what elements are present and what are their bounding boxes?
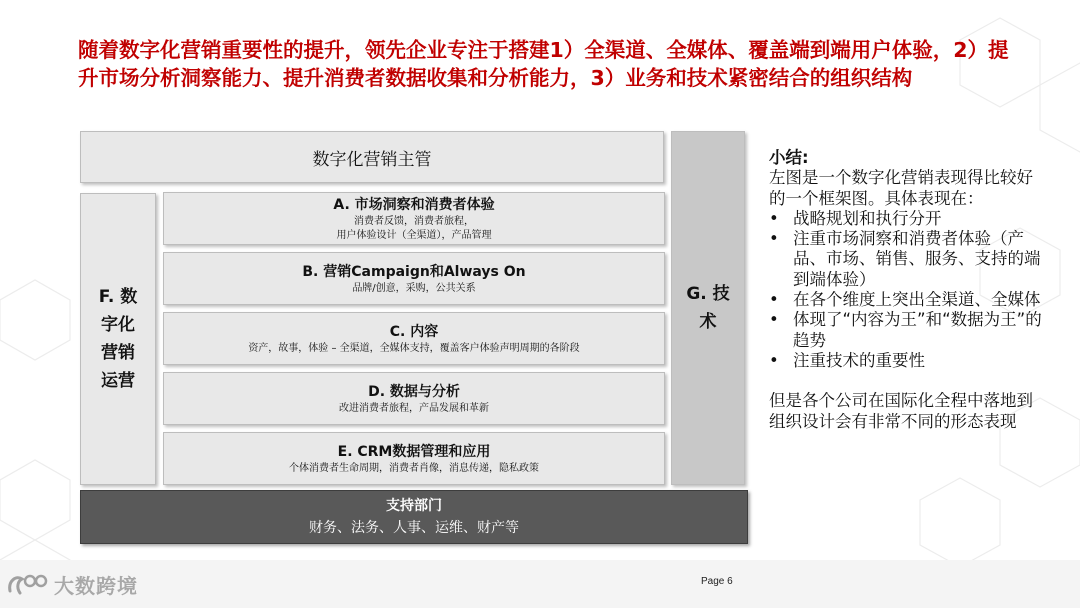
operations-label-line: 运营 — [101, 371, 135, 391]
bullet-dot-icon: • — [769, 208, 779, 228]
section-detail: 资产，故事，体验 – 全渠道，全媒体支持，覆盖客户体验声明周期的各阶段 — [248, 342, 580, 354]
section-b-marketing-campaign — [163, 252, 665, 305]
section-heading: B. 营销Campaign和Always On — [302, 263, 526, 280]
page-number: Page 6 — [701, 576, 733, 587]
summary-title: 小结: — [769, 148, 809, 167]
section-detail: 改进消费者旅程，产品发展和革新 — [339, 402, 489, 414]
digital-marketing-head-box — [80, 131, 664, 183]
section-d-data-analysis — [163, 372, 665, 425]
summary-closing: 但是各个公司在国际化全程中落地到组织设计会有非常不同的形态表现 — [769, 391, 1033, 431]
digital-marketing-head-label: 数字化营销主管 — [312, 149, 432, 170]
digital-marketing-operations-box — [80, 193, 156, 485]
slide-title: 随着数字化营销重要性的提升，领先企业专注于搭建1）全渠道、全媒体、覆盖端到端用户体验，2）提升市场分析洞察能力、提升消费者数据收集和分析能力，3）业务和技术紧密结合的组织结构 — [78, 38, 1009, 90]
summary-bullet — [769, 310, 1049, 351]
section-a-market-insight — [163, 192, 665, 245]
technology-box — [671, 131, 745, 485]
summary-bullet-text: 注重市场洞察和消费者体验（产品、市场、销售、服务、支持的端到端体验） — [793, 229, 1041, 289]
section-heading: C. 内容 — [389, 323, 439, 340]
summary-bullet-text: 注重技术的重要性 — [793, 350, 925, 370]
summary-bullet-text: 在各个维度上突出全渠道、全媒体 — [793, 290, 1041, 310]
bullet-dot-icon: • — [769, 350, 779, 370]
bullet-dot-icon: • — [769, 310, 779, 330]
section-heading: D. 数据与分析 — [368, 383, 460, 400]
section-detail: 品牌/创意，采购，公共关系 — [352, 282, 476, 294]
technology-label-line: G. 技 — [686, 284, 730, 304]
section-detail: 个体消费者生命周期，消费者肖像，消息传递，隐私政策 — [289, 462, 539, 474]
logo-mark-icon — [6, 569, 50, 599]
summary-bullet — [769, 229, 1049, 290]
operations-label-line: 字化 — [101, 315, 135, 335]
section-detail: 用户体验设计（全渠道），产品管理 — [336, 229, 492, 241]
operations-label-line: F. 数 — [98, 287, 138, 307]
summary-bullet-text: 战略规划和执行分开 — [793, 208, 942, 228]
operations-label-line: 营销 — [101, 343, 135, 363]
bullet-dot-icon: • — [769, 229, 779, 249]
summary-bullet — [769, 209, 1049, 229]
section-detail: 消费者反馈，消费者旅程， — [354, 215, 474, 227]
support-heading: 支持部门 — [386, 498, 442, 514]
support-detail: 财务、法务、人事、运维、财产等 — [309, 520, 519, 536]
bullet-dot-icon: • — [769, 290, 779, 310]
support-departments-box — [80, 490, 748, 544]
summary-panel — [769, 148, 1049, 432]
technology-label-line: 术 — [699, 312, 717, 332]
summary-bullet — [769, 290, 1049, 310]
section-c-content — [163, 312, 665, 365]
summary-bullet-list — [769, 209, 1049, 371]
summary-intro: 左图是一个数字化营销表现得比较好的一个框架图。具体表现在： — [769, 168, 1033, 208]
summary-bullet — [769, 351, 1049, 371]
section-e-crm — [163, 432, 665, 485]
logo-text: 大数跨境 — [54, 573, 138, 598]
section-heading: E. CRM数据管理和应用 — [337, 443, 491, 460]
summary-bullet-text: 体现了“内容为王”和“数据为王”的趋势 — [793, 310, 1042, 350]
footer-band — [0, 560, 1080, 608]
section-heading: A. 市场洞察和消费者体验 — [333, 196, 495, 213]
brand-logo — [6, 569, 138, 599]
